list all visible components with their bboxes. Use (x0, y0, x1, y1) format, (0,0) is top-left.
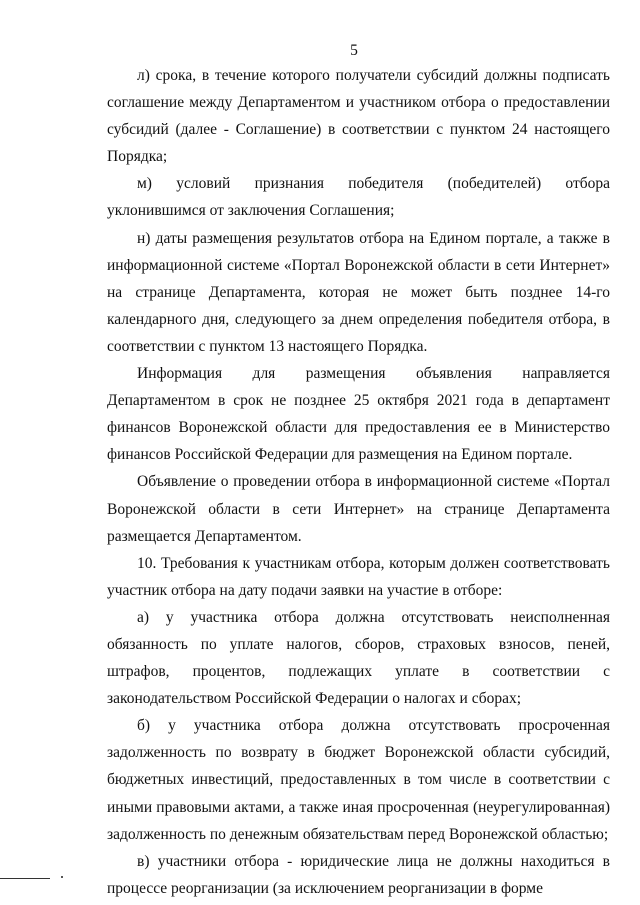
document-body (107, 62, 610, 902)
paragraph-n-results-publication: н) даты размещения результатов отбора на Едином портале, а также в информационной системе «Портал Воронежской области в сети Интернет» на странице Департамента, которая не может быть позднее 14-го календарного дня, следующего за днем определения победителя отбора, в соответствии с пунктом 13 настоящего Порядка. (107, 229, 610, 355)
paragraph-announcement-placement: Объявление о проведении отбора в информационной системе «Портал Воронежской области в сети Интернет» на странице Департамента размещается Департаментом. (107, 473, 610, 545)
footer-rule (0, 878, 50, 879)
paragraph-a-tax-obligations: а) у участника отбора должна отсутствовать неисполненная обязанность по уплате налогов, сборов, страховых взносов, пеней, штрафов, процентов, подлежащих уплате в соответствии с законодательством Российской Федерации о налогах и сборах; (107, 608, 610, 708)
paragraph-m-evasion-conditions: м) условий признания победителя (победителей) отбора уклонившимся от заключения Соглашения; (107, 175, 610, 220)
paragraph-announcement-info: Информация для размещения объявления направляется Департаментом в срок не позднее 25 октября 2021 года в департамент финансов Воронежской области для предоставления ее в Министерство финансов Российской Федерации для размещения на Едином портале. (107, 365, 610, 464)
footer-mark (61, 876, 63, 878)
paragraph-10-requirements: 10. Требования к участникам отбора, которым должен соответствовать участник отбора на дату подачи заявки на участие в отборе: (107, 554, 610, 599)
paragraph-v-reorganization: в) участники отбора - юридические лица не должны находиться в процессе реорганизации (за исключением реорганизации в форме (107, 852, 610, 897)
paragraph-b-overdue-debt: б) у участника отбора должна отсутствовать просроченная задолженность по возврату в бюджет Воронежской области субсидий, бюджетных инвестиций, предоставленных в том числе в соответствии с иными правовыми актами, а также иная просроченная (неурегулированная) задолженность по денежным обязательствам перед Воронежской областью; (107, 717, 610, 843)
page-number: 5 (350, 42, 358, 59)
paragraph-l-signing-deadline: л) срока, в течение которого получатели субсидий должны подписать соглашение между Департаментом и участником отбора о предоставлении субсидий (далее - Соглашение) в соответствии с пунктом 24 настоящего Порядка; (107, 67, 610, 166)
